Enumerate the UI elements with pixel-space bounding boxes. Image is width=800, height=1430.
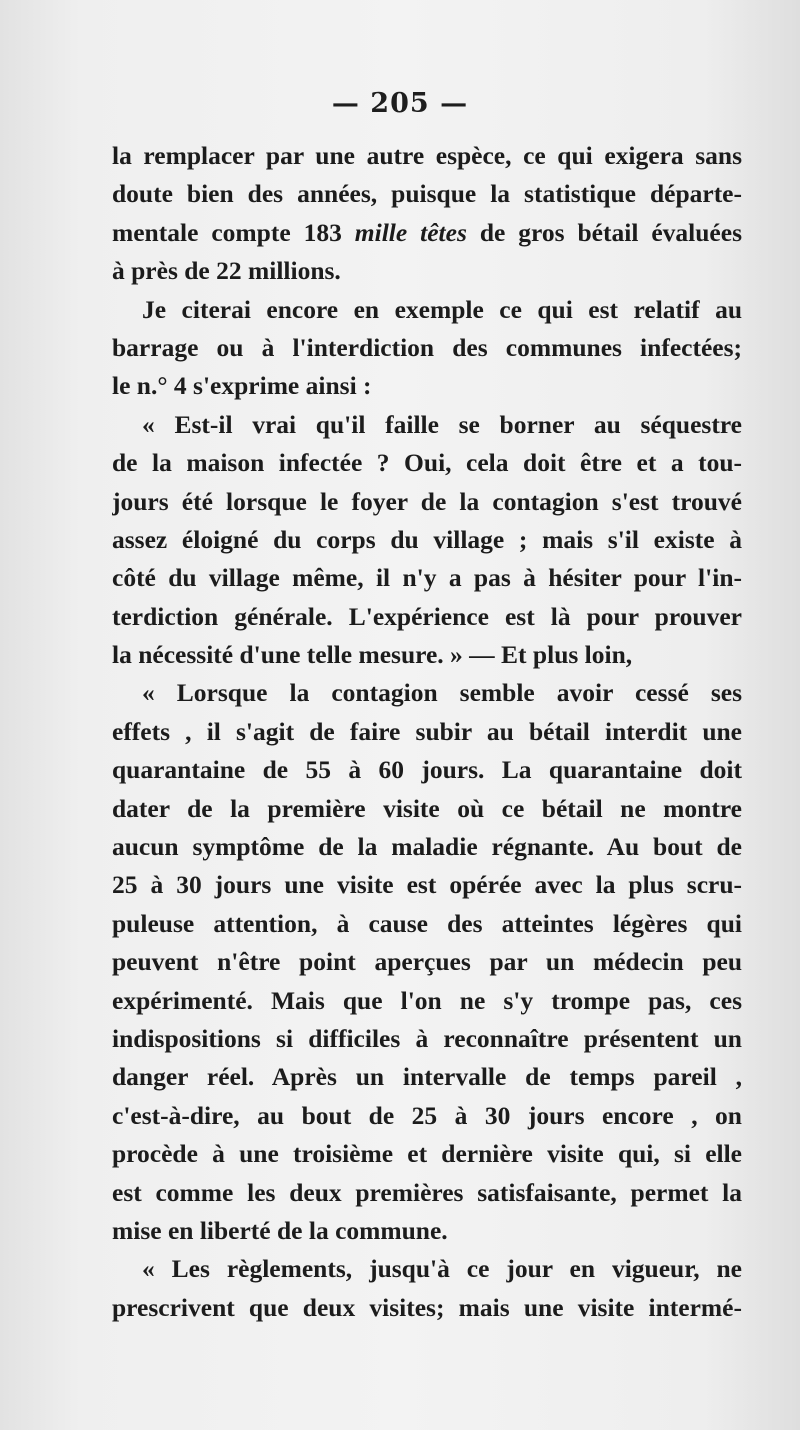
text-line: « Est-il vrai qu'il faille se borner au séquestre [142, 409, 742, 439]
text-line: le n.° 4 s'exprime ainsi : [112, 371, 372, 401]
text-line: peuvent n'être point aperçues par un médecin peu [112, 947, 742, 977]
text-line: dater de la première visite où ce bétail ne montre [112, 793, 742, 823]
text-line: de la maison infectée ? Oui, cela doit être et a tou- [112, 448, 742, 478]
emphasis-text: mille têtes [354, 217, 467, 247]
text-line: effets , il s'agit de faire subir au bétail interdit une [112, 716, 742, 746]
text-line: quarantaine de 55 à 60 jours. La quarantaine doit [112, 755, 742, 785]
body-text [112, 137, 742, 1327]
text-line: « Lorsque la contagion semble avoir cessé ses [142, 678, 742, 708]
text-line: la remplacer par une autre espèce, ce qui exigera sans [112, 141, 742, 170]
text-segment: de gros bétail évaluées [466, 217, 742, 247]
text-line: assez éloigné du corps du village ; mais s'il existe à [112, 524, 742, 554]
text-line: barrage ou à l'interdiction des communes infectées; [112, 332, 742, 362]
text-line: doute bien des années, puisque la statistique départe- [112, 179, 742, 209]
text-line: côté du village même, il n'y a pas à hésiter pour l'in- [112, 563, 742, 593]
text-line: prescrivent que deux visites; mais une visite intermé- [112, 1292, 742, 1322]
text-line: la nécessité d'une telle mesure. » — Et plus loin, [112, 640, 633, 670]
text-line: Je citerai encore en exemple ce qui est relatif au [142, 294, 742, 324]
text-segment: mentale compte 183 [112, 217, 355, 247]
text-line: à près de 22 millions. [112, 256, 341, 286]
text-line: aucun symptôme de la maladie régnante. Au bout de [112, 832, 742, 862]
text-line: procède à une troisième et dernière visite qui, si elle [112, 1139, 742, 1169]
text-line: expérimenté. Mais que l'on ne s'y trompe pas, ces [112, 985, 742, 1015]
page-number: — 205 — [331, 88, 469, 119]
text-line: 25 à 30 jours une visite est opérée avec la plus scru- [112, 870, 742, 900]
text-line: c'est-à-dire, au bout de 25 à 30 jours encore , on [112, 1100, 742, 1130]
text-line: indispositions si difficiles à reconnaître présentent un [112, 1023, 742, 1053]
text-line: « Les règlements, jusqu'à ce jour en vigueur, ne [142, 1254, 742, 1284]
text-line: puleuse attention, à cause des atteintes légères qui [112, 908, 742, 938]
text-line: est comme les deux premières satisfaisante, permet la [112, 1177, 742, 1207]
text-line [112, 214, 742, 252]
text-line: danger réel. Après un intervalle de temps pareil , [112, 1062, 742, 1092]
text-line: terdiction générale. L'expérience est là pour prouver [112, 601, 742, 631]
text-line: jours été lorsque le foyer de la contagion s'est trouvé [112, 486, 742, 516]
text-line: mise en liberté de la commune. [112, 1215, 448, 1245]
